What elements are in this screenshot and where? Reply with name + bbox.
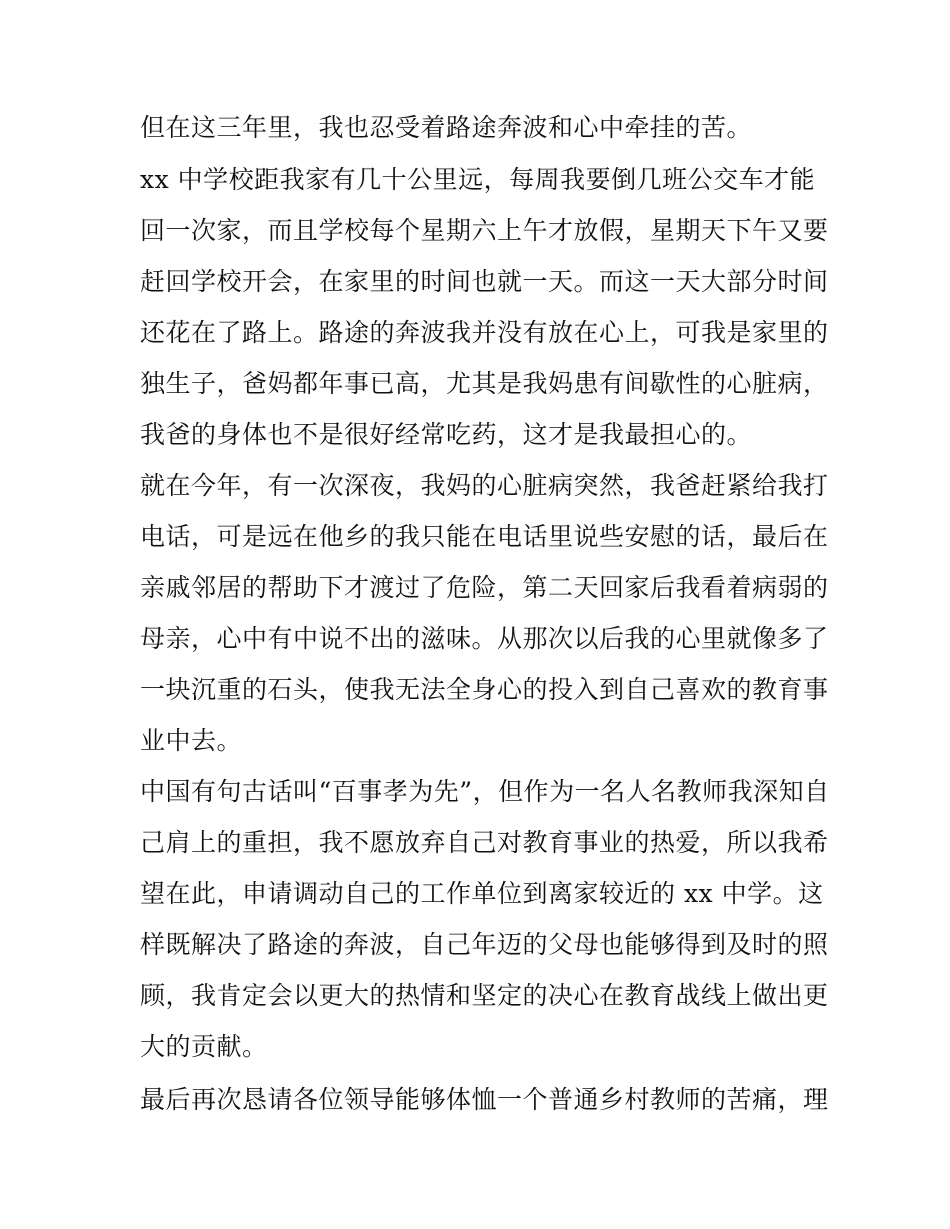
text-line: 一块沉重的石头，使我无法全身心的投入到自己喜欢的教育事: [140, 675, 829, 704]
text-line: 中国有句古话叫“百事孝为先”，但作为一名人名教师我深知自: [140, 777, 830, 806]
text-line: 独生子，爸妈都年事已高，尤其是我妈患有间歇性的心脏病，: [140, 369, 829, 398]
text-line: 顾，我肯定会以更大的热情和坚定的决心在教育战线上做出更: [140, 981, 829, 1010]
text-line: 业中去。: [140, 726, 243, 755]
text-line: 大的贡献。: [140, 1032, 268, 1061]
text-line: 最后再次恳请各位领导能够体恤一个普通乡村教师的苦痛，理: [140, 1085, 829, 1114]
text-line: 回一次家，而且学校每个星期六上午才放假，星期天下午又要: [140, 216, 829, 245]
text-line: 但在这三年里，我也忍受着路途奔波和心中牵挂的苦。: [140, 113, 753, 142]
text-line: 就在今年，有一次深夜，我妈的心脏病突然，我爸赶紧给我打: [140, 471, 829, 500]
text-line: 还花在了路上。路途的奔波我并没有放在心上，可我是家里的: [140, 318, 829, 347]
text-line: 样既解决了路途的奔波，自己年迈的父母也能够得到及时的照: [140, 930, 829, 959]
text-line: 己肩上的重担，我不愿放弃自己对教育事业的热爱，所以我希: [140, 828, 829, 857]
text-line: 亲戚邻居的帮助下才渡过了危险，第二天回家后我看着病弱的: [140, 573, 829, 602]
text-line: 母亲，心中有中说不出的滋味。从那次以后我的心里就像多了: [140, 624, 829, 653]
text-line: 我爸的身体也不是很好经常吃药，这才是我最担心的。: [140, 420, 753, 449]
text-line: 望在此，申请调动自己的工作单位到离家较近的 xx 中学。这: [140, 879, 824, 908]
text-line: xx 中学校距我家有几十公里远，每周我要倒几班公交车才能: [140, 165, 816, 194]
text-line: 电话，可是远在他乡的我只能在电话里说些安慰的话，最后在: [140, 522, 829, 551]
text-line: 赶回学校开会，在家里的时间也就一天。而这一天大部分时间: [140, 267, 829, 296]
